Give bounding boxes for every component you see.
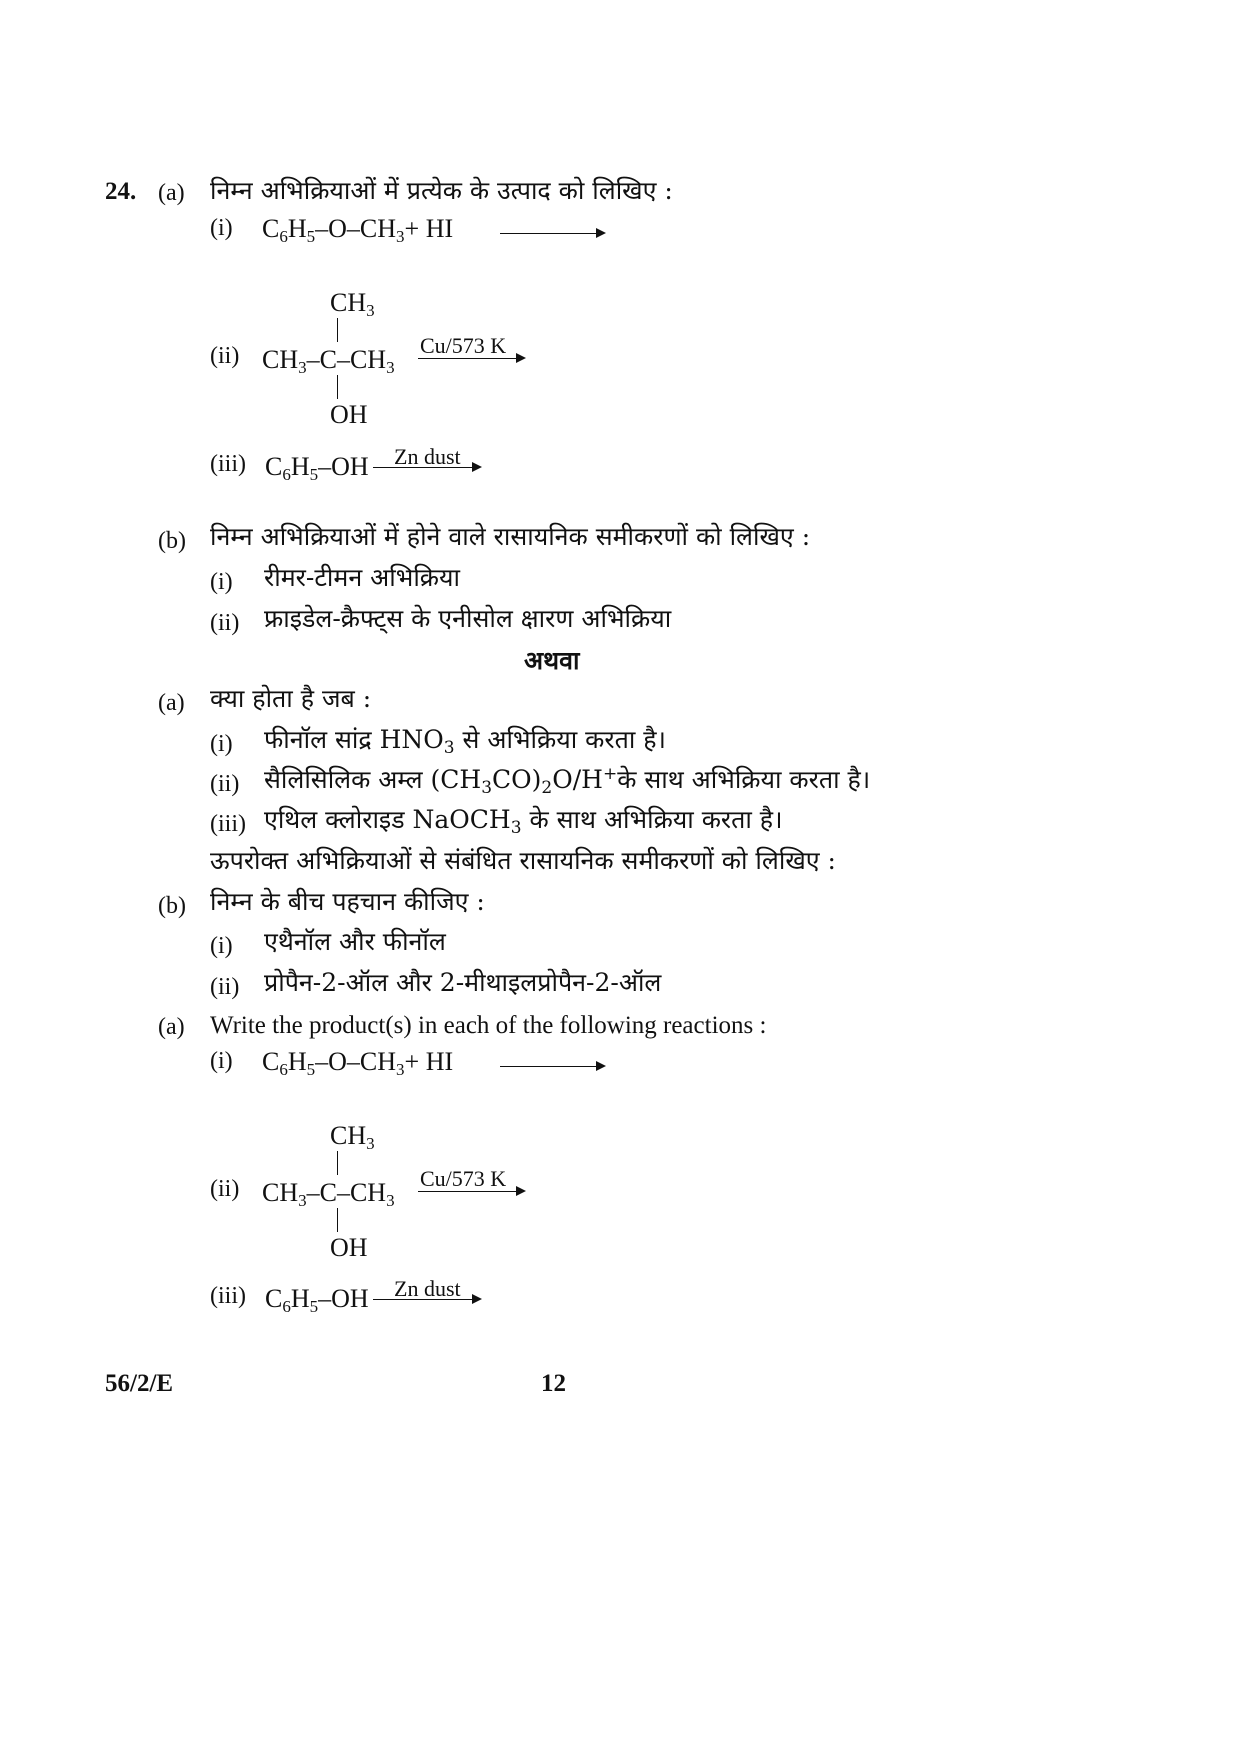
reaction-formula: $CH_3-C-CH_3$ [262, 345, 395, 377]
reaction-condition: Zn dust [394, 1276, 461, 1301]
list-item-text: एथैनॉल और फीनॉल [264, 927, 446, 956]
part-b-label: (b) [158, 528, 186, 554]
reaction-formula: $CH_3-C-CH_3$ [262, 1178, 395, 1210]
reaction-arrow [500, 1066, 604, 1067]
list-item-text: सैलिसिलिक अम्ल $(CH_3CO)_2O/H^+के$ साथ अभिक्रिया करता है। [264, 764, 871, 798]
or-part-a-label: (a) [158, 690, 185, 716]
reaction-formula: $C_6H_5-OH$ [265, 1284, 369, 1316]
list-item-text: फ्राइडेल-क्रैफ्ट्स के एनीसोल क्षारण अभिक्रिया [264, 604, 672, 633]
paper-code: 56/2/E [105, 1370, 174, 1397]
reaction-condition: Cu/573 K [420, 1166, 507, 1191]
reaction-arrow [373, 1299, 480, 1300]
or-part-a-instruction: क्या होता है जब : [210, 684, 372, 713]
bond-line-bottom [337, 375, 338, 399]
or-part-b-instruction: निम्न के बीच पहचान कीजिए : [210, 887, 485, 916]
reaction-arrow [373, 467, 480, 468]
substituent-top: $CH_3$ [330, 288, 375, 320]
reaction-formula: $C_6H_5-O-CH_3+$ HI [262, 214, 454, 246]
reaction-label: (ii) [210, 1176, 240, 1202]
reaction-label: (iii) [210, 1283, 246, 1309]
english-part-a-instruction: Write the product(s) in each of the following reactions : [210, 1012, 767, 1039]
list-item-text: एथिल क्लोराइड NaOCH$_3$ के साथ अभिक्रिया करता है। [264, 805, 783, 838]
part-b-instruction-hindi: निम्न अभिक्रियाओं में होने वाले रासायनिक समीकरणों को लिखिए : [210, 522, 811, 551]
part-a-instruction-hindi: निम्न अभिक्रियाओं में प्रत्येक के उत्पाद को लिखिए : [210, 176, 673, 205]
or-part-a-conclusion: ऊपरोक्त अभिक्रियाओं से संबंधित रासायनिक समीकरणों को लिखिए : [210, 846, 836, 875]
bond-line-top [337, 1151, 338, 1175]
list-item-text: रीमर-टीमन अभिक्रिया [264, 563, 460, 592]
reaction-condition: Zn dust [394, 444, 461, 469]
page-number: 12 [541, 1370, 566, 1397]
list-item-label: (i) [210, 731, 233, 757]
list-item-text: फीनॉल सांद्र $HNO_3$ से अभिक्रिया करता है। [264, 725, 666, 758]
substituent-bottom: OH [330, 400, 368, 429]
list-item-label: (ii) [210, 771, 240, 797]
list-item-text: प्रोपैन-2-ऑल और 2-मीथाइलप्रोपैन-2-ऑल [264, 968, 662, 997]
reaction-arrow [418, 1191, 524, 1192]
reaction-label: (iii) [210, 451, 246, 477]
english-part-a-label: (a) [158, 1014, 185, 1040]
part-a-label: (a) [158, 180, 185, 206]
bond-line-bottom [337, 1208, 338, 1232]
question-number: 24. [105, 178, 137, 205]
reaction-label: (i) [210, 215, 233, 241]
or-part-b-label: (b) [158, 893, 186, 919]
reaction-label: (i) [210, 1048, 233, 1074]
reaction-label: (ii) [210, 343, 240, 369]
list-item-label: (iii) [210, 811, 246, 837]
list-item-label: (i) [210, 933, 233, 959]
or-divider: अथवा [524, 646, 580, 675]
reaction-formula: $C_6H_5-OH$ [265, 452, 369, 484]
list-item-label: (ii) [210, 974, 240, 1000]
reaction-arrow [500, 233, 604, 234]
reaction-condition: Cu/573 K [420, 333, 507, 358]
list-item-label: (ii) [210, 610, 240, 636]
reaction-formula: $C_6H_5-O-CH_3+$ HI [262, 1047, 454, 1079]
substituent-bottom: OH [330, 1233, 368, 1262]
reaction-arrow [418, 358, 524, 359]
list-item-label: (i) [210, 569, 233, 595]
substituent-top: $CH_3$ [330, 1121, 375, 1153]
bond-line-top [337, 318, 338, 342]
